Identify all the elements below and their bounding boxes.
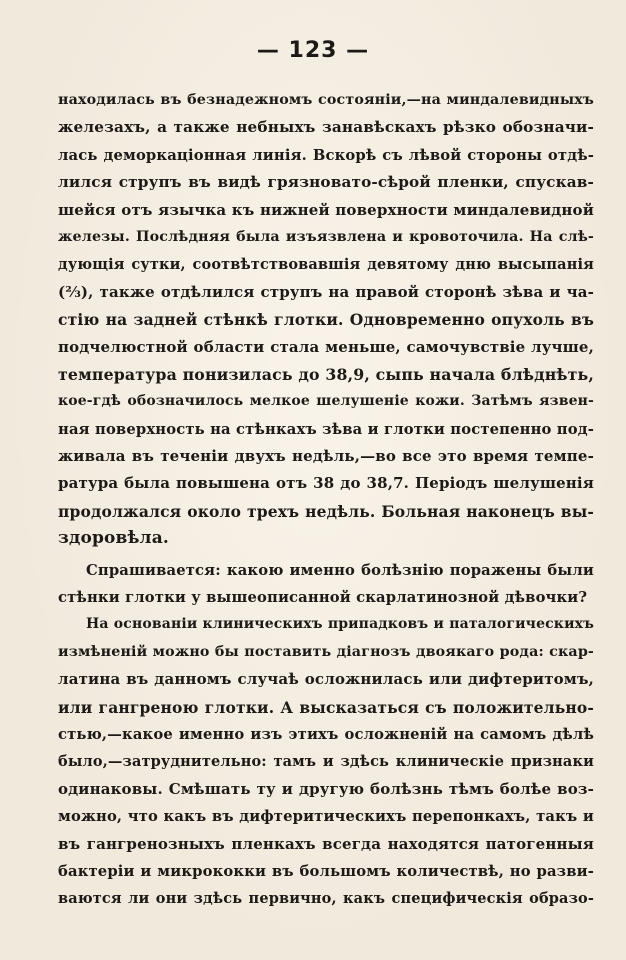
text-line: стью,—какое именно изъ этихъ осложненій на самомъ дѣлѣ	[58, 725, 594, 743]
text-line: живала въ теченіи двухъ недѣль,—во все это время темпе-	[58, 447, 594, 466]
text-line: лась деморкаціонная линія. Вскорѣ съ лѣвой стороны отдѣ-	[58, 146, 594, 164]
text-line: На основаніи клиническихъ припадковъ и паталогическихъ	[86, 616, 594, 633]
text-line: одинаковы. Смѣшать ту и другую болѣзнь тѣмъ болѣе воз-	[58, 779, 594, 798]
text-line: здоровѣла.	[58, 528, 169, 549]
text-line: бактеріи и микрококки въ большомъ количествѣ, но разви-	[58, 862, 594, 880]
paragraph-3	[58, 611, 594, 912]
text-line: измѣненій можно бы поставить діагнозъ двоякаго рода: скар-	[58, 643, 594, 660]
text-line: шейся отъ язычка къ нижней поверхности миндалевидной	[58, 200, 594, 219]
text-line: или гангреною глотки. А высказаться съ положительно-	[58, 697, 594, 717]
text-line: дующія сутки, соотвѣтствовавшія девятому дню высыпанія	[58, 256, 594, 274]
paragraph-2	[58, 557, 594, 612]
text-line: ваются ли они здѣсь первично, какъ специфическія образо-	[58, 890, 594, 908]
text-line: ратура была повышена отъ 38 до 38,7. Періодъ шелушенія	[58, 474, 594, 493]
text-line: железахъ, а также небныхъ занавѣскахъ рѣзко обозначи-	[58, 118, 594, 137]
text-line: Спрашивается: какою именно болѣзнію поражены были	[86, 561, 594, 579]
text-line: подчелюстной области стала меньше, самочувствіе лучше,	[58, 337, 594, 356]
text-line: въ гангренозныхъ пленкахъ всегда находятся патогенныя	[58, 834, 594, 853]
text-line: находилась въ безнадежномъ состояніи,—на миндалевидныхъ	[58, 92, 594, 108]
body-text	[58, 87, 594, 913]
text-line: можно, что какъ въ дифтеритическихъ перепонкахъ, такъ и	[58, 808, 594, 826]
text-line: стію на задней стѣнкѣ глотки. Одновременно опухоль въ	[58, 310, 594, 330]
text-line: было,—затруднительно: тамъ и здѣсь клиническіе признаки	[58, 753, 594, 771]
text-line: железы. Послѣдняя была изъязвлена и кровоточила. На слѣ-	[58, 228, 594, 245]
text-line: латина въ данномъ случаѣ осложнилась или дифтеритомъ,	[58, 670, 594, 689]
text-line: стѣнки глотки у вышеописанной скарлатинозной дѣвочки?	[58, 589, 588, 607]
paragraph-1	[58, 87, 594, 553]
text-line: ная поверхность на стѣнкахъ зѣва и глотки постепенно под-	[58, 420, 594, 438]
text-line: (⅔), также отдѣлился струпъ на правой сторонѣ зѣва и ча-	[58, 282, 594, 301]
text-line: лился струпъ въ видѣ грязновато-сѣрой пленки, спускав-	[58, 173, 594, 192]
page-number: — 123 —	[256, 38, 370, 63]
text-line: кое-гдѣ обозначилось мелкое шелушеніе кожи. Затѣмъ язвен-	[58, 393, 594, 410]
text-line: температура понизилась до 38,9, сыпь начала блѣднѣть,	[58, 364, 594, 384]
text-line: продолжался около трехъ недѣль. Больная наконецъ вы-	[58, 501, 594, 521]
